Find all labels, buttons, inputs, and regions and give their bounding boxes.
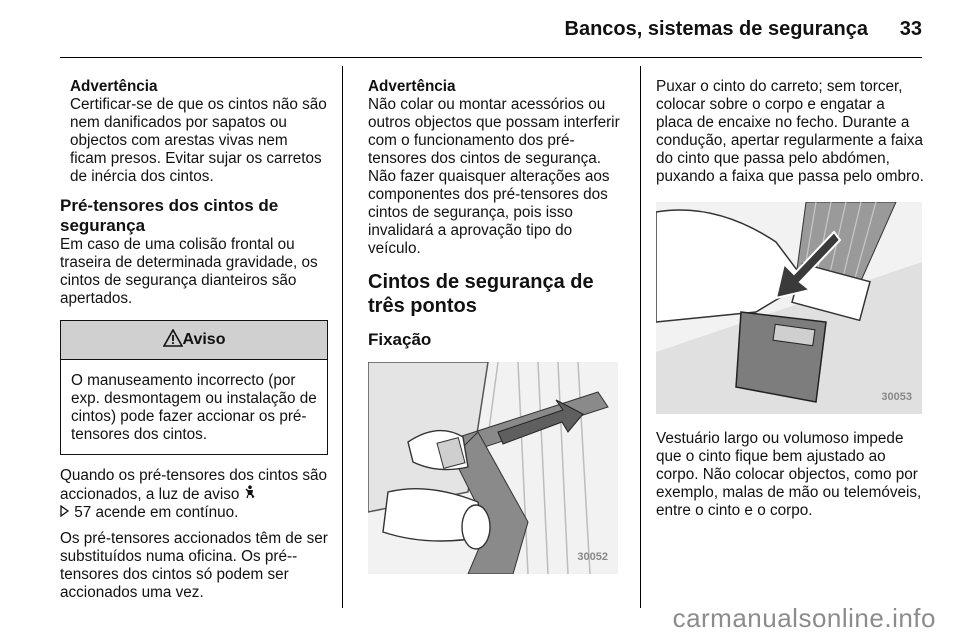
column-2 bbox=[368, 78, 626, 574]
paragraph-engage-belt: Puxar o cinto do carreto; sem torcer, colocar sobre o corpo e engatar a placa de encaixe no fecho. Durante a condução, apertar regularmente a faixa do cinto que passa pelo abdómen, puxando a faixa que passa pelo ombro. bbox=[656, 78, 924, 185]
column-1 bbox=[60, 78, 328, 610]
warning-title: Advertência bbox=[368, 78, 456, 95]
warning-note-2 bbox=[368, 78, 626, 258]
column-divider-2 bbox=[640, 66, 641, 608]
reference-arrow-icon bbox=[60, 504, 70, 521]
subheading-fastening: Fixação bbox=[368, 330, 432, 349]
column-3 bbox=[656, 78, 924, 528]
belt-fastening-illustration bbox=[368, 362, 618, 574]
section-text: Em caso de uma colisão frontal ou traseira de determinada gravidade, os cintos de segurança dianteiros são apertados. bbox=[60, 236, 318, 307]
aviso-text: O manuseamento incorrecto (por exp. desmontagem ou instalação de cintos) pode fazer accionar os pré-tensores dos cintos. bbox=[71, 372, 317, 443]
paragraph-warning-light: Quando os pré-tensores dos cintos são accionados, a luz de aviso 57 acende em contínuo. bbox=[60, 467, 328, 521]
watermark: carmanualsonline.info bbox=[672, 603, 936, 633]
seatbelt-warning-icon bbox=[244, 486, 256, 503]
belt-buckle-illustration bbox=[656, 202, 922, 414]
warning-note-1 bbox=[60, 78, 328, 186]
figure-belt-buckle bbox=[656, 202, 922, 414]
warning-text: Certificar-se de que os cintos não são nem danificados por sapatos ou objectos com arestas vivas nem ficam presos. Evitar sujar os carretos de inércia dos cintos. bbox=[70, 96, 327, 185]
warning-text: Não colar ou montar acessórios ou outros objectos que possam interferir com o funcionamento dos pré-tensores dos cintos de segurança. Não fazer quaisquer alterações aos componentes dos pré-tensores dos cintos de segurança, pois isso invalidará a aprovação tipo do veículo. bbox=[368, 96, 620, 257]
page-title: Bancos, sistemas de segurança bbox=[564, 18, 868, 40]
paragraph-loose-clothing: Vestuário largo ou volumoso impede que o cinto fique bem ajustado ao corpo. Não colocar objectos, como por exemplo, malas de mão ou telemóveis, entre o cinto e o corpo. bbox=[656, 430, 922, 519]
aviso-label: Aviso bbox=[182, 331, 226, 348]
header-rule bbox=[60, 57, 922, 58]
aviso-box bbox=[60, 320, 328, 455]
column-divider-1 bbox=[342, 66, 343, 608]
warning-title: Advertência bbox=[70, 78, 158, 95]
page-number: 33 bbox=[899, 18, 922, 40]
figure-belt-fastening bbox=[368, 362, 618, 574]
page-header bbox=[60, 0, 960, 56]
aviso-header bbox=[61, 321, 327, 360]
figure-code: 30053 bbox=[881, 391, 912, 403]
heading-three-point-belts: Cintos de segurança de três pontos bbox=[368, 271, 594, 317]
section-title-pretensioners: Pré-tensores dos cintos de segurança bbox=[60, 196, 279, 235]
warning-triangle-icon bbox=[163, 329, 183, 352]
figure-code: 30052 bbox=[577, 551, 608, 563]
paragraph-replacement: Os pré-tensores accionados têm de ser substituídos numa oficina. Os pré--tensores dos cintos só podem ser accionados uma vez. bbox=[60, 530, 328, 601]
